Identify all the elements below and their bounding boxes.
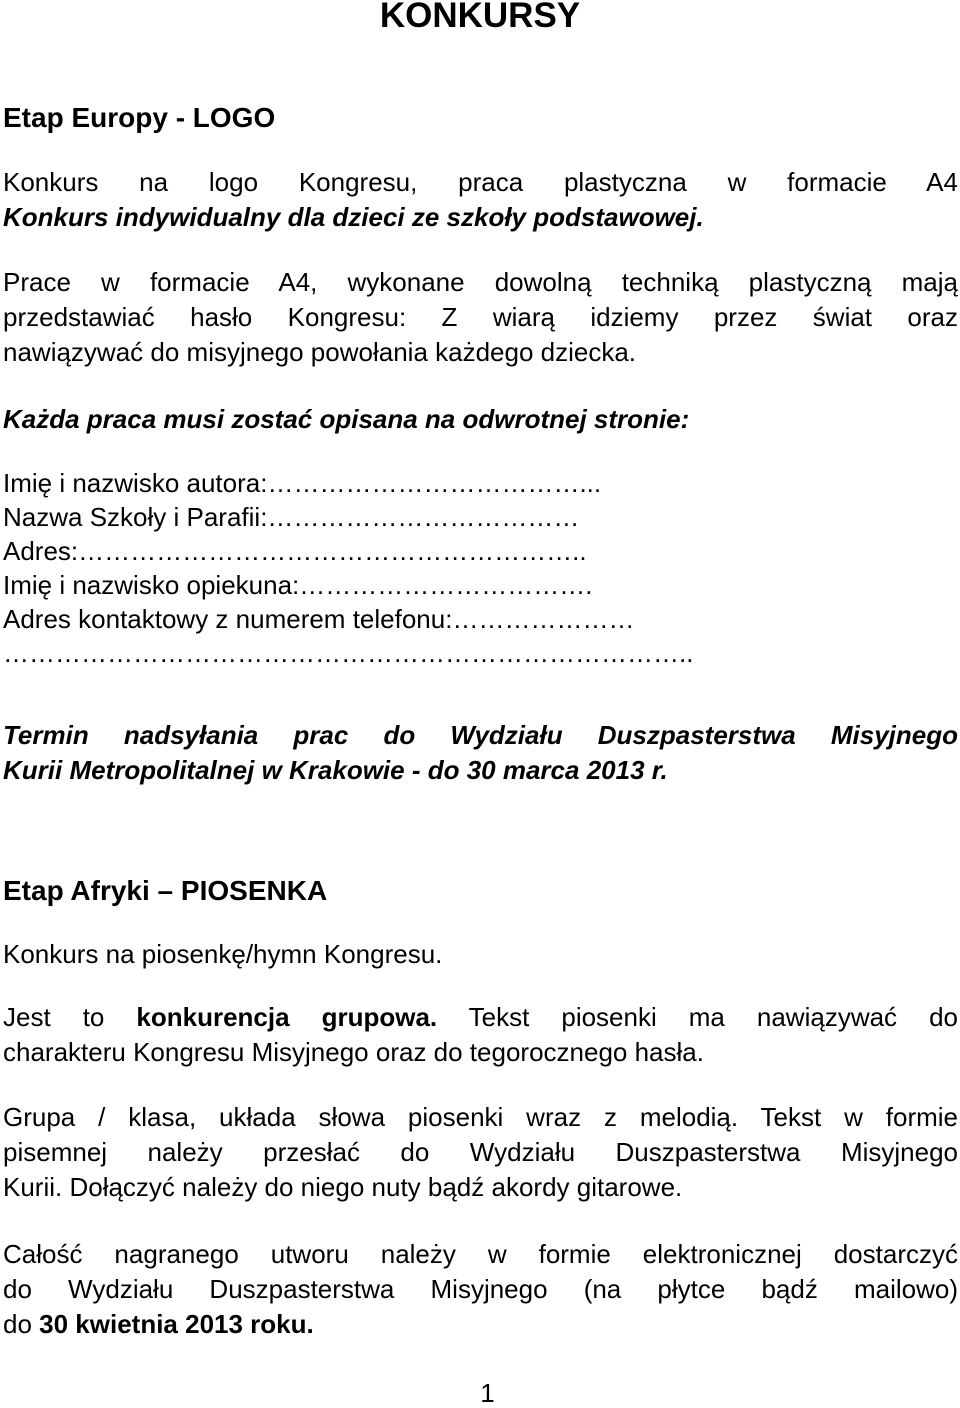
africa-p1-start: Jest to: [3, 1002, 137, 1032]
form-school-field: Nazwa Szkoły i Parafii:………………………………: [3, 502, 580, 532]
form-contact-field: Adres kontaktowy z numerem telefonu:…………………: [3, 604, 635, 634]
europe-desc-line2: przedstawiać hasło Kongresu: Z wiarą idziemy przez świat oraz: [3, 302, 958, 332]
europe-note: Każda praca musi zostać opisana na odwrotnej stronie:: [3, 404, 690, 434]
europe-intro-line1: Konkurs na logo Kongresu, praca plastyczna w formacie A4: [3, 167, 958, 197]
africa-p2-line3: Kurii. Dołączyć należy do niego nuty bądź akordy gitarowe.: [3, 1172, 683, 1202]
africa-p2-line1: Grupa / klasa, układa słowa piosenki wraz z melodią. Tekst w formie: [3, 1102, 958, 1132]
form-author-field: Imię i nazwisko autora:………………………………...: [3, 468, 602, 498]
africa-intro: Konkurs na piosenkę/hymn Kongresu.: [3, 939, 443, 969]
europe-deadline: [3, 718, 958, 788]
europe-deadline-line1: Termin nadsyłania prac do Wydziału Duszpasterstwa Misyjnego: [3, 720, 958, 750]
africa-p3-line3: [3, 1307, 958, 1342]
africa-p3-line3-start: do: [3, 1309, 40, 1339]
africa-paragraph-1: [3, 1000, 958, 1070]
europe-desc-line3: nawiązywać do misyjnego powołania każdego dziecka.: [3, 337, 637, 367]
section-heading-africa: Etap Afryki – PIOSENKA: [3, 875, 328, 906]
africa-paragraph-2: [3, 1100, 958, 1205]
europe-intro: [3, 165, 958, 235]
africa-p2-line2: pisemnej należy przesłać do Wydziału Duszpasterstwa Misyjnego: [3, 1137, 958, 1167]
page-title: KONKURSY: [379, 0, 581, 35]
europe-desc-line1: Prace w formacie A4, wykonane dowolną techniką plastyczną mają: [3, 267, 958, 297]
africa-p1-line2: charakteru Kongresu Misyjnego oraz do tegorocznego hasła.: [3, 1037, 704, 1067]
africa-p3-line3-bold: 30 kwietnia 2013 roku.: [39, 1309, 314, 1339]
europe-description: [3, 265, 958, 370]
form-guardian-field: Imię i nazwisko opiekuna:…………………………….: [3, 570, 593, 600]
europe-deadline-line2: Kurii Metropolitalnej w Krakowie - do 30 marca 2013 r.: [3, 755, 668, 785]
section-heading-europe: Etap Europy - LOGO: [3, 102, 276, 133]
entry-form-fields: [3, 466, 958, 670]
form-contact-continuation: ……………………………………………………………………..: [3, 638, 694, 668]
europe-intro-line2: Konkurs indywidualny dla dzieci ze szkoły podstawowej.: [3, 202, 704, 232]
africa-p3-line2: do Wydziału Duszpasterstwa Misyjnego (na płytce bądź mailowo): [3, 1274, 958, 1304]
africa-p3-line1: Całość nagranego utworu należy w formie elektronicznej dostarczyć: [3, 1239, 958, 1269]
africa-p1-bold: konkurencja grupowa.: [136, 1002, 438, 1032]
africa-paragraph-3: [3, 1237, 958, 1342]
page-number: 1: [480, 1378, 495, 1408]
form-address-field: Adres:…………………………………………………..: [3, 536, 587, 566]
africa-p1-rest: Tekst piosenki ma nawiązywać do: [437, 1002, 958, 1032]
africa-p1-line1: [3, 1000, 958, 1035]
